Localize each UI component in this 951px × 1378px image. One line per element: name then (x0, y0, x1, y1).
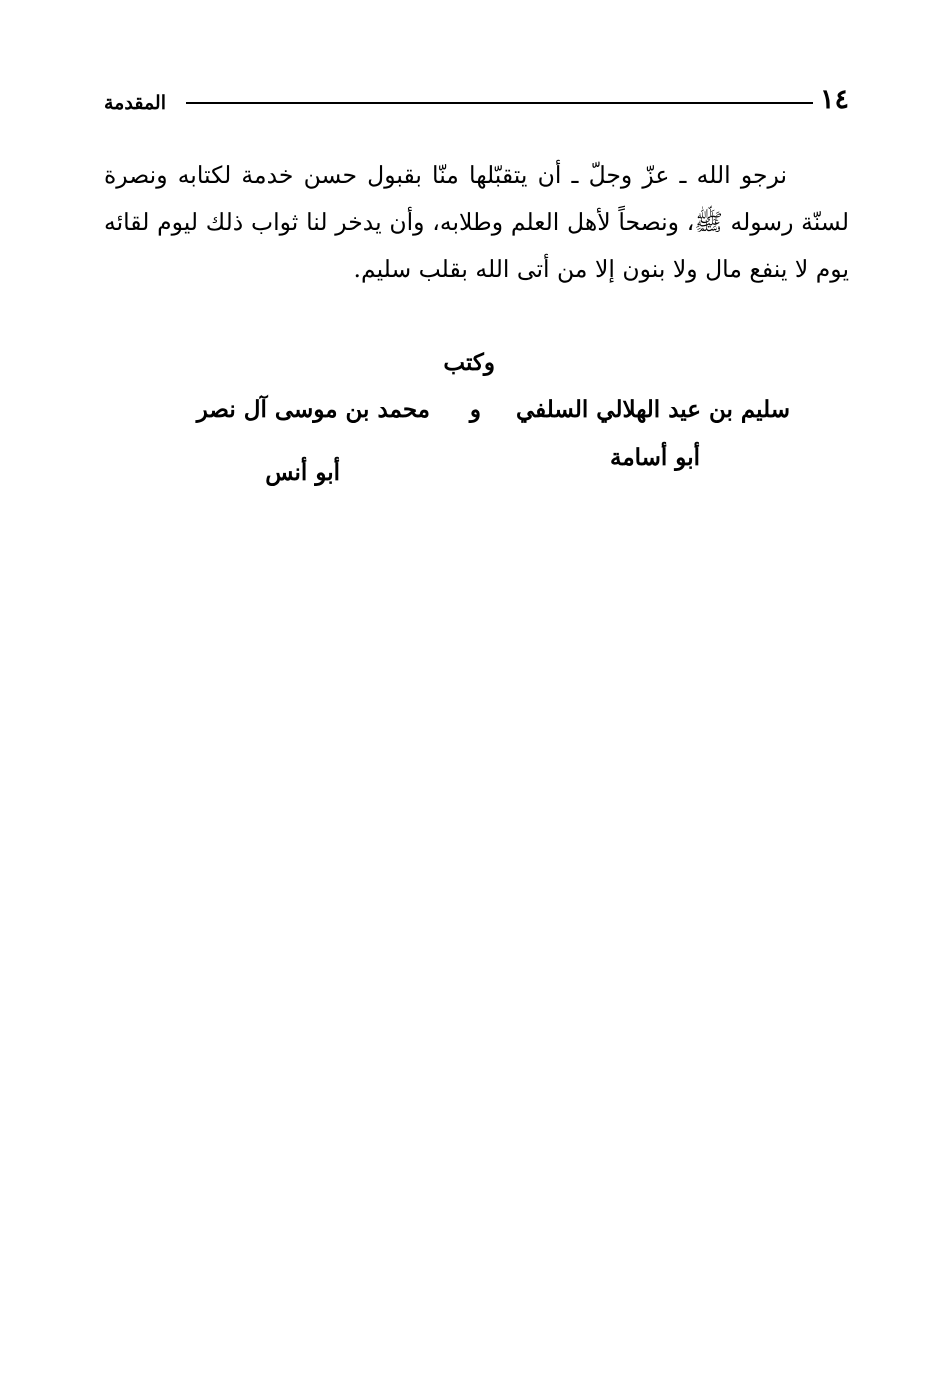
author-kunya-2: أبو أنس (265, 459, 340, 486)
wrote-label: وكتب (443, 349, 495, 376)
signature-block (150, 343, 805, 493)
running-section-title: المقدمة (104, 92, 167, 114)
page-header (104, 82, 849, 122)
header-rule (186, 102, 813, 104)
body-paragraph: نرجو الله ـ عزّ وجلّ ـ أن يتقبّلها منّا بقبول حسن خدمة لكتابه ونصرة لسنّة رسوله ﷺ، ونصحاً لأهل العلم وطلابه، وأن يدخر لنا ثواب ذلك ليوم لقائه يوم لا ينفع مال ولا بنون إلا من أتى الله بقلب سليم. (104, 161, 849, 283)
author-name-1: سليم بن عيد الهلالي السلفي (515, 396, 790, 423)
author-kunya-1: أبو أسامة (609, 444, 700, 471)
authors-conjunction: و (469, 396, 481, 423)
page-number: ١٤ (819, 84, 849, 115)
author-name-2: محمد بن موسى آل نصر (196, 396, 430, 423)
body-text (104, 152, 849, 293)
